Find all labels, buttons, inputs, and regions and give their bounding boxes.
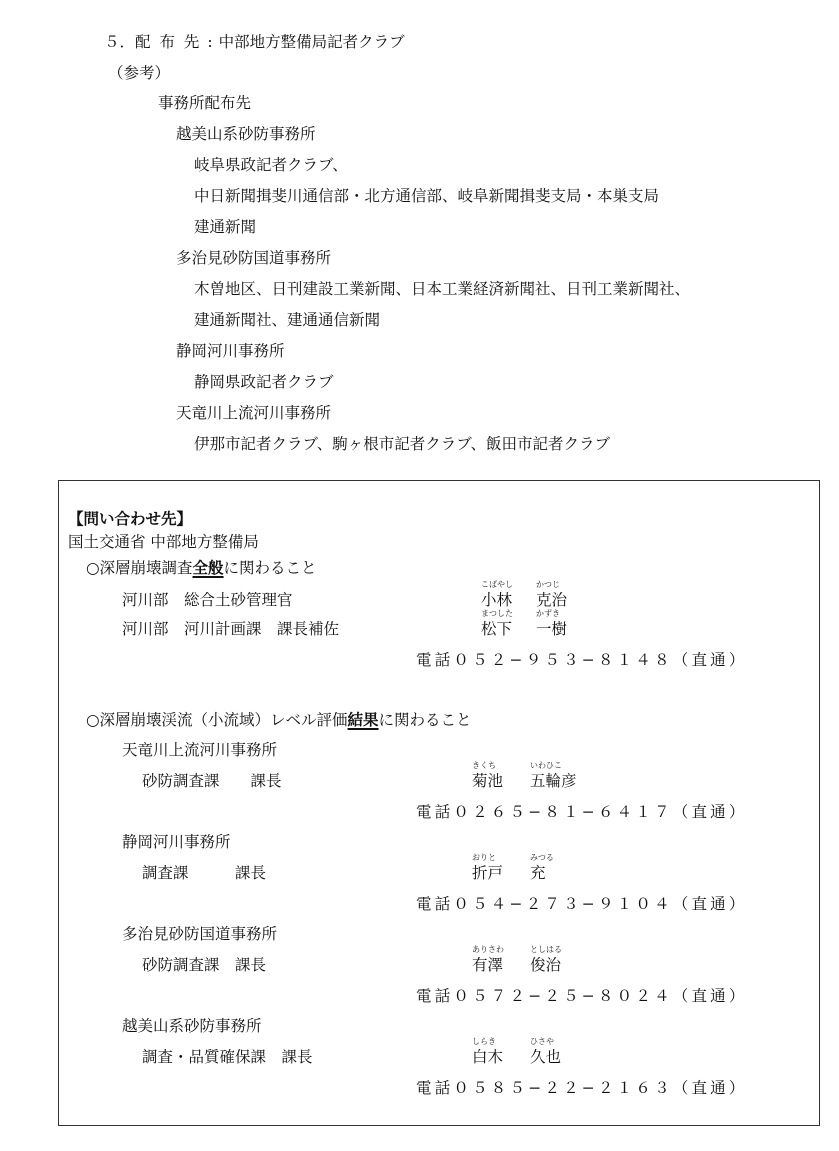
reference-label: （参考） (108, 64, 171, 82)
person-surname: 白木 (472, 1048, 504, 1066)
contact-title: 【問い合わせ先】 (68, 509, 193, 528)
section1-post: に関わること (223, 559, 317, 577)
ruby-surname: しらき (472, 1037, 496, 1046)
person-surname: 小林 (481, 591, 513, 609)
person-surname: 菊池 (472, 772, 504, 790)
ruby-given: ひさや (530, 1037, 554, 1046)
contact-office-name: 静岡河川事務所 (122, 833, 231, 851)
office-name: 越美山系砂防事務所 (176, 125, 316, 143)
section2-heading (86, 710, 472, 730)
section2-emphasis: 結果 (347, 710, 379, 729)
ruby-surname: こばやし (481, 580, 513, 589)
press-line: 伊那市記者クラブ、駒ヶ根市記者クラブ、飯田市記者クラブ (194, 435, 611, 453)
press-line: 建通新聞 (194, 218, 257, 236)
person-dept: 河川部 総合土砂管理官 (122, 591, 293, 609)
ruby-surname: まつした (481, 609, 513, 618)
press-line: 静岡県政記者クラブ (194, 373, 334, 391)
phone-number: 電話０２６５−８１−６４１７（直通） (416, 803, 748, 821)
person-surname: 松下 (481, 620, 513, 638)
ruby-surname: ありさわ (472, 945, 504, 954)
press-line: 岐阜県政記者クラブ、 (194, 156, 348, 174)
person-given: 五輪彦 (530, 772, 577, 790)
office-name: 静岡河川事務所 (176, 342, 285, 360)
contact-role: 砂防調査課 課長 (142, 956, 267, 974)
ruby-given: かつじ (536, 580, 560, 589)
person-surname: 折戸 (472, 864, 504, 882)
ruby-surname: おりと (472, 853, 496, 862)
contact-role: 砂防調査課 課長 (142, 772, 282, 790)
heading-separator: : (207, 33, 213, 51)
distribution-heading (104, 32, 405, 52)
contact-org: 国土交通省 中部地方整備局 (68, 533, 259, 551)
person-given: 一樹 (536, 620, 568, 638)
contact-role: 調査課 課長 (142, 864, 267, 882)
phone-number: 電話０５８５−２２−２１６３（直通） (416, 1079, 748, 1097)
press-line: 中日新聞揖斐川通信部・北方通信部、岐阜新聞揖斐支局・本巣支局 (194, 187, 660, 205)
person-surname: 有澤 (472, 956, 504, 974)
contact-office-name: 越美山系砂防事務所 (122, 1017, 262, 1035)
ruby-given: いわひこ (530, 761, 562, 770)
contact-role: 調査・品質確保課 課長 (142, 1048, 313, 1066)
section1-emphasis: 全般 (192, 558, 224, 577)
section1-heading (86, 558, 317, 578)
heading-number: ５． (104, 33, 136, 51)
offices-title: 事務所配布先 (158, 94, 252, 112)
ruby-given: みつる (530, 853, 554, 862)
phone-number: 電話０５７２−２５−８０２４（直通） (416, 987, 748, 1005)
person-given: 克治 (536, 591, 568, 609)
office-name: 多治見砂防国道事務所 (176, 249, 332, 267)
person-given: 充 (530, 864, 546, 882)
person-given: 俊治 (530, 956, 562, 974)
press-line: 建通新聞社、建通通信新聞 (194, 311, 381, 329)
ruby-given: かずき (536, 609, 560, 618)
ruby-surname: きくち (472, 761, 496, 770)
office-name: 天竜川上流河川事務所 (176, 404, 332, 422)
phone-number: 電話０５４−２７３−９１０４（直通） (416, 895, 748, 913)
press-line: 木曽地区、日刊建設工業新聞、日本工業経済新聞社、日刊工業新聞社、 (194, 280, 691, 298)
contact-office-name: 天竜川上流河川事務所 (122, 741, 278, 759)
person-given: 久也 (530, 1048, 562, 1066)
ruby-given: としはる (530, 945, 562, 954)
person-dept: 河川部 河川計画課 課長補佐 (122, 620, 340, 638)
section2-pre: ○深層崩壊渓流（小流域）レベル評価 (86, 711, 348, 729)
section1-pre: ○深層崩壊調査 (86, 559, 193, 577)
contact-office-name: 多治見砂防国道事務所 (122, 925, 278, 943)
phone-number: 電話０５２−９５３−８１４８（直通） (416, 651, 748, 669)
heading-label: 配 布 先 (135, 33, 202, 51)
heading-value: 中部地方整備局記者クラブ (218, 33, 405, 51)
section2-post: に関わること (378, 711, 472, 729)
